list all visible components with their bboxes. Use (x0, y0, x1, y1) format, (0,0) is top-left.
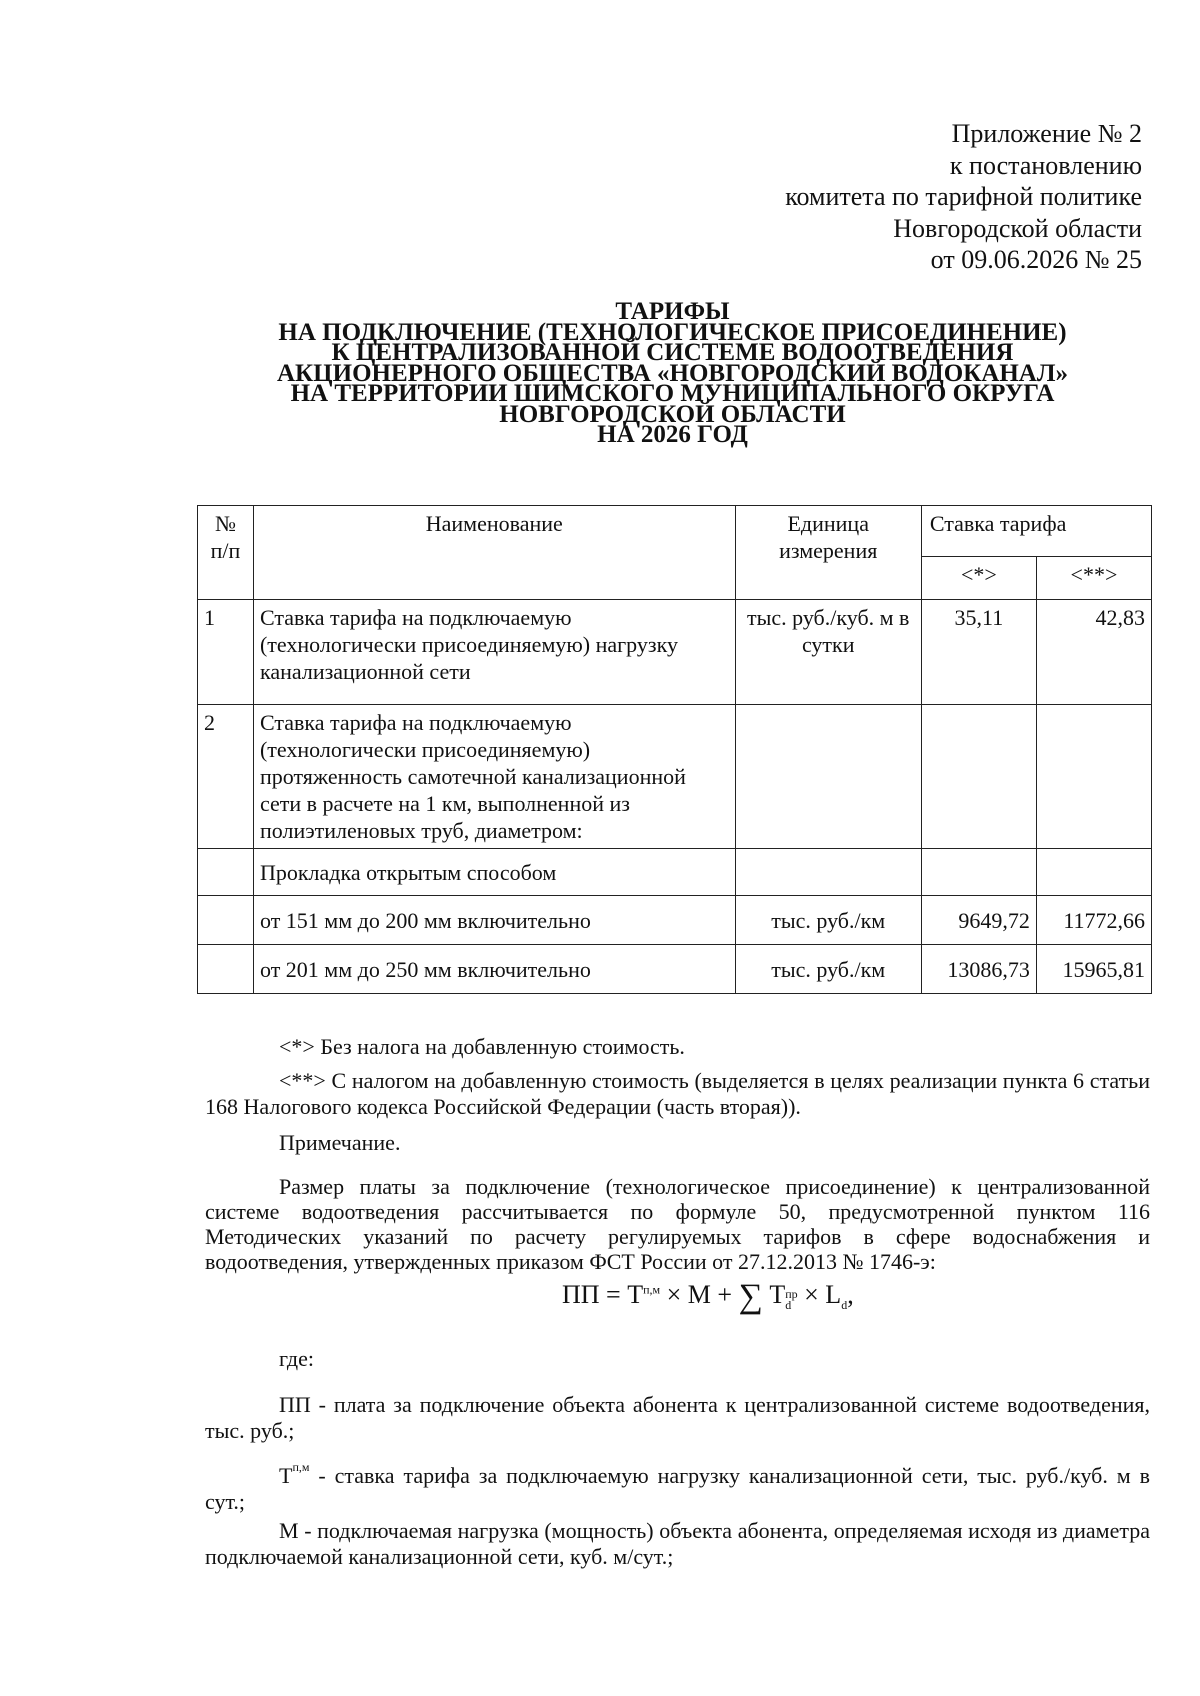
row-rate-vat: 11772,66 (1036, 896, 1151, 945)
note-vat-text: <**> С налогом на добавленную стоимость (выделяется в целях реализации пункта 6 статьи 168 Налогового кодекса Российской Федерации (часть вторая)). (205, 1068, 1150, 1119)
row-name: от 151 мм до 200 мм включительно (253, 896, 735, 945)
remark-heading (205, 1130, 1150, 1156)
appendix-line-2: к постановлению (949, 150, 1142, 180)
appendix-line-5: от 09.06.2026 № 25 (930, 245, 1142, 274)
formula-sup-pm: п,м (643, 1282, 661, 1297)
row-rate-vat (1036, 705, 1151, 849)
note-no-vat-text: <*> Без налога на добавленную стоимость. (279, 1034, 685, 1059)
row-rate-vat: 15965,81 (1036, 945, 1151, 994)
row-unit: тыс. руб./км (735, 896, 921, 945)
row-num (198, 945, 254, 994)
row-rate-no-vat: 9649,72 (921, 896, 1036, 945)
row-name: Прокладка открытым способом (253, 849, 735, 896)
row-num: 1 (198, 600, 254, 705)
where-label-text: где: (279, 1346, 314, 1371)
row-unit: тыс. руб./куб. м в сутки (735, 600, 921, 705)
title-line-1: ТАРИФЫ (615, 298, 730, 325)
definition-tpm-sup: п,м (292, 1460, 310, 1474)
row-rate-no-vat (921, 705, 1036, 849)
definition-m (205, 1518, 1150, 1570)
table-header-row (198, 506, 1152, 557)
appendix-line-1: Приложение № 2 (951, 119, 1142, 148)
document-title (200, 298, 1145, 448)
row-num (198, 896, 254, 945)
formula-tail: , (847, 1280, 854, 1309)
row-rate-no-vat (921, 849, 1036, 896)
definition-pp-text: ПП - плата за подключение объекта абонента к централизованной системе водоотведения, тыс. руб.; (205, 1392, 1150, 1443)
definition-m-text: М - подключаемая нагрузка (мощность) объекта абонента, определяемая исходя из диаметра подключаемой канализационной сети, куб. м/сут.; (205, 1518, 1150, 1569)
remark-paragraph-text: Размер платы за подключение (технологическое присоединение) к централизованной системе водоотведения рассчитывается по формуле 50, предусмотренной пунктом 116 Методических указаний по расчету регулируемых тарифов в сфере водоснабжения и водоотведения, утвержденных приказом ФСТ России от 27.12.2013 № 1746-э: (205, 1174, 1150, 1274)
formula-sup-pr: пр (785, 1287, 798, 1301)
formula-sub-d2: d (841, 1298, 848, 1313)
payment-formula (562, 1278, 854, 1316)
table-row (198, 896, 1152, 945)
header-rate-vat: <**> (1036, 557, 1151, 600)
formula-mid: × М + (660, 1280, 739, 1309)
definition-pp (205, 1392, 1150, 1444)
title-line-5: НА ТЕРРИТОРИИ ШИМСКОГО МУНИЦИПАЛЬНОГО ОКРУГА (290, 380, 1055, 407)
appendix-line-3: комитета по тарифной политике (785, 182, 1142, 211)
title-line-3: К ЦЕНТРАЛИЗОВАННОЙ СИСТЕМЕ ВОДООТВЕДЕНИЯ (331, 339, 1014, 366)
header-name: Наименование (253, 506, 735, 600)
note-no-vat (205, 1034, 1150, 1060)
row-unit: тыс. руб./км (735, 945, 921, 994)
title-line-2: НА ПОДКЛЮЧЕНИЕ (ТЕХНОЛОГИЧЕСКОЕ ПРИСОЕДИНЕНИЕ) (278, 318, 1067, 346)
table-row (198, 945, 1152, 994)
row-rate-no-vat: 13086,73 (921, 945, 1036, 994)
row-rate-vat (1036, 849, 1151, 896)
row-name: Ставка тарифа на подключаемую (технологически присоединяемую) протяженность самотечной канализационной сети в расчете на 1 км, выполненной из полиэтиленовых труб, диаметром: (253, 705, 735, 849)
appendix-line-4: Новгородской области (893, 213, 1142, 243)
appendix-header (785, 118, 1142, 276)
where-label (205, 1346, 1150, 1372)
row-rate-vat: 42,83 (1036, 600, 1151, 705)
sum-symbol-icon: ∑ (738, 1278, 763, 1315)
header-rate: Ставка тарифа (921, 506, 1151, 557)
title-line-7: НА 2026 ГОД (597, 421, 748, 448)
header-num: № п/п (198, 506, 254, 600)
row-num: 2 (198, 705, 254, 849)
row-name: от 201 мм до 250 мм включительно (253, 945, 735, 994)
formula-index-stack (785, 1289, 797, 1311)
note-vat (205, 1068, 1150, 1120)
remark-heading-text: Примечание. (279, 1130, 401, 1155)
remark-paragraph (205, 1174, 1150, 1274)
header-unit: Единица измерения (735, 506, 921, 600)
title-line-6: НОВГОРОДСКОЙ ОБЛАСТИ (499, 400, 846, 428)
row-unit (735, 705, 921, 849)
row-name: Ставка тарифа на подключаемую (технологически присоединяемую) нагрузку канализационной сети (253, 600, 735, 705)
tariff-table (197, 505, 1152, 994)
row-num (198, 849, 254, 896)
row-rate-no-vat: 35,11 (921, 600, 1036, 705)
table-row (198, 705, 1152, 849)
table-row (198, 600, 1152, 705)
table-row (198, 849, 1152, 896)
formula-sub-d: d (785, 1298, 792, 1312)
formula-times: × L (797, 1280, 842, 1309)
definition-tpm (205, 1454, 1150, 1515)
formula-lhs: ПП = Т (562, 1280, 644, 1309)
row-unit (735, 849, 921, 896)
title-line-4: АКЦИОНЕРНОГО ОБЩЕСТВА «НОВГОРОДСКИЙ ВОДОКАНАЛ» (277, 359, 1068, 387)
header-rate-no-vat: <*> (921, 557, 1036, 600)
definition-tpm-text: - ставка тарифа за подключаемую нагрузку канализационной сети, тыс. руб./куб. м в сут.; (205, 1463, 1150, 1514)
formula-t2: Т (762, 1280, 786, 1309)
definition-tpm-symbol: Т (279, 1463, 293, 1488)
